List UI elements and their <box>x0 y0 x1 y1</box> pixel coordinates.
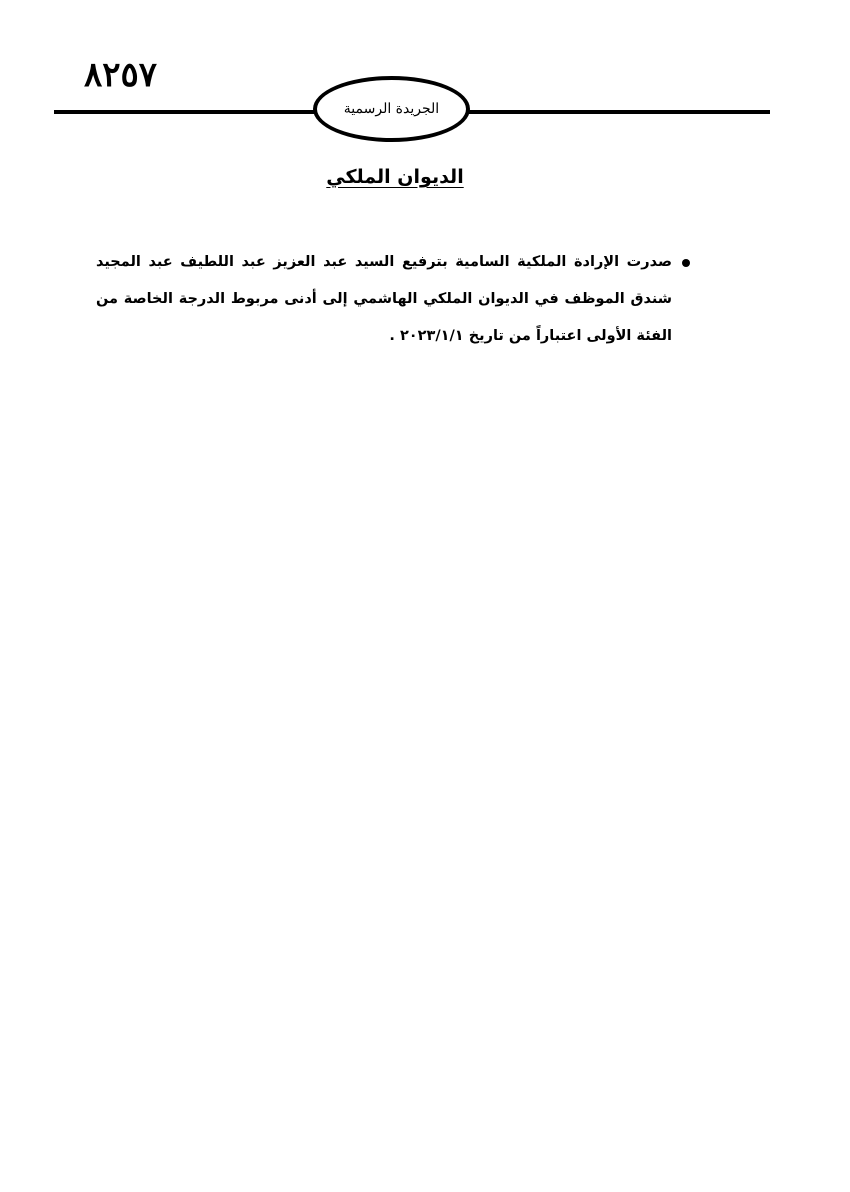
list-item <box>96 244 694 355</box>
bullet-icon <box>682 259 690 267</box>
publication-name-oval <box>313 76 470 142</box>
page-number: ٨٢٥٧ <box>84 55 158 95</box>
section-title: الديوان الملكي <box>326 166 464 188</box>
document-body <box>96 244 694 355</box>
publication-name: الجريدة الرسمية <box>343 101 440 117</box>
decree-text: صدرت الإرادة الملكية السامية بترفيع السيد عبد العزيز عبد اللطيف عبد المجيد شندق الموظف في الديوان الملكي الهاشمي إلى أدنى مربوط الدرجة الخاصة من الفئة الأولى اعتباراً من تاريخ ٢٠٢٣/١/١ . <box>96 254 672 344</box>
